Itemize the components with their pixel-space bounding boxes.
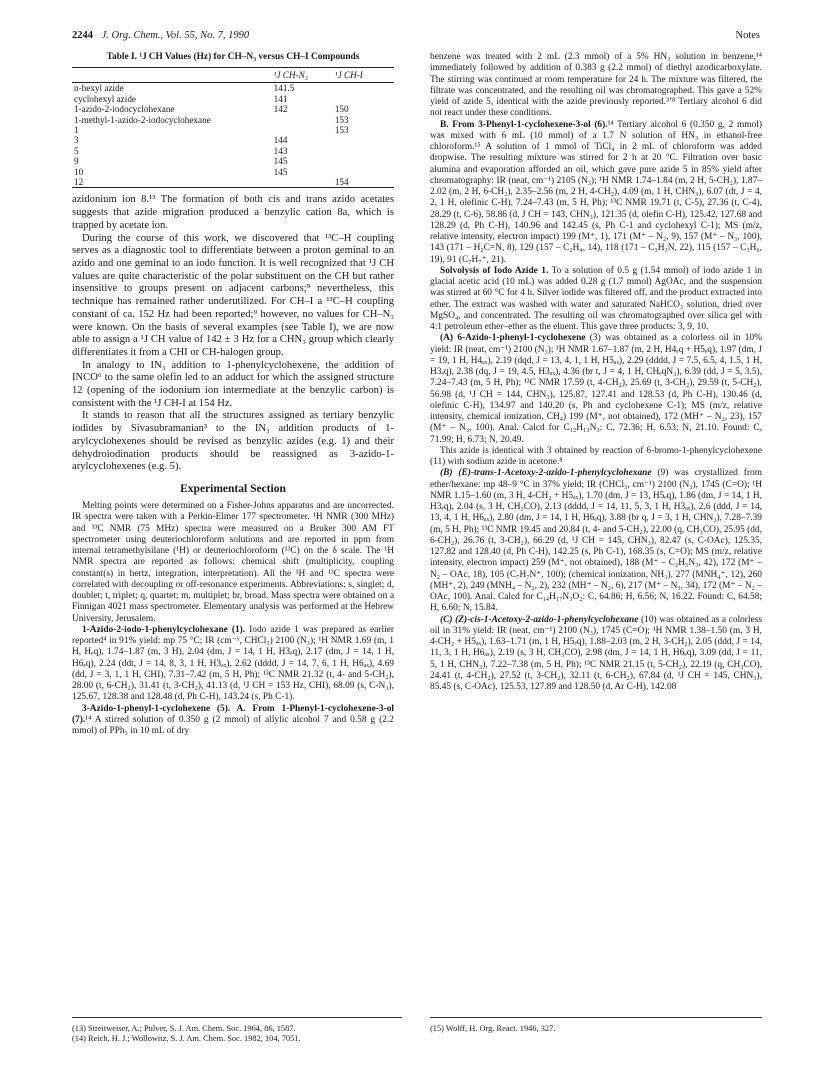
table-cell-compound: 1-azido-2-iodocyclohexane <box>74 104 175 115</box>
coupling-table <box>72 67 394 188</box>
footnotes-right <box>430 1024 760 1034</box>
paragraph <box>430 266 762 334</box>
table-cell-ch-i: 154 <box>334 177 349 188</box>
table-cell-ch-i <box>333 135 394 145</box>
paragraph-heading: (A) 6-Azido-1-phenyl-1-cyclohexene <box>440 333 586 344</box>
section-label: Notes <box>735 30 760 41</box>
paragraph-body: (3) was obtained as a colorless oil in 10% yield: IR (neat, cm⁻¹) 2100 (N₃); ¹H NMR 1.67–1.87 (m, 2 H, H4ₑq + H5ₑq), 1.97 (dm, J = 19, 1 H, H4ₐₓ), 2.19 (dqd, J = 13, 4, 1, 1 H, H5ₐₓ), 2.29 (dddd, J = 7.5, 6.5, 4, 1.5, 1 H, H3ₑq), 2.38 (dq, J = 19, 4.5, H3ₐₓ), 4.36 (br t, J = 4, 1 H, CHₑqN₃), 6.39 (dd, J = 5, 3.5), 7.24–7.43 (m, 5 H, Ph); ¹³C NMR 17.59 (t, 4-CH₂), 25.69 (t, 3-CH₂), 29.59 (t, 5-CH₂), 56.98 (d, ¹J CH = 144, CHN₃), 125.87, 127.41 and 128.53 (d, Ph C-H), 130.46 (d, olefinic C-H), 134.97 and 140.20 (s, Ph and cyclohexene C-1); MS (m/z, relative intensity, chemical ionization, CH₄) 199 (M⁺, not obtained), 172 (MH⁺ – N₂, 23), 157 (M⁺ – N₃, 100). Anal. Calcd for C₁₂H₁₃N₃: C, 72.36; H, 6.53; N, 21.10. Found: C, 71.99; H, 6.73; N, 20.49. <box>430 333 762 445</box>
journal-citation: J. Org. Chem., Vol. 55, No. 7, 1990 <box>101 30 250 41</box>
paragraph: azidonium ion 8.¹³ The formation of both cis and trans azido acetates suggests that azide migration produced a benzylic cation 8a, which is trapped by acetate ion. <box>72 194 394 231</box>
table-cell-ch-n3: 142 <box>273 104 288 115</box>
table-cell-ch-n3 <box>272 177 333 188</box>
paragraph-heading: B. From 3-Phenyl-1-cyclohexene-3-ol (6). <box>440 119 608 130</box>
footnote: (14) Reich, H. J.; Wollowitz, S. J. Am. Chem. Soc. 1982, 104, 7051. <box>72 1034 301 1043</box>
table-cell-ch-n3: 141 <box>273 93 288 104</box>
paragraph: It stands to reason that all the structures assigned as tertiary benzylic iodides by Sivasubramanian³ to the IN₃ addition products of 1-arylcyclohexenes should be revised as benzylic azides (e.g. 1) and their dehydroiodination products should be reassigned as 3-azido-1-arylcyclohexenes (e.g. 5). <box>72 410 394 473</box>
table-cell-ch-n3 <box>272 125 333 135</box>
paragraph-heading: 3-Azido-1-phenyl-1-cyclohexene (5). A. From 1-Phenyl-1-cyclohexene-3-ol (7). <box>72 703 394 725</box>
table-row <box>72 83 394 94</box>
table-header-ch-n3: ¹J CH-N₃ <box>273 70 308 80</box>
paragraph-heading: (C) (Z)-cis-1-Acetoxy-2-azido-1-phenylcyclohexane <box>440 614 639 625</box>
paragraph <box>430 615 762 694</box>
footnote: (15) Wolff, H. Org. React. 1946, 327. <box>430 1024 556 1033</box>
paragraph-heading: Solvolysis of Iodo Azide 1. <box>440 265 549 276</box>
table-row <box>72 146 394 156</box>
table-cell-compound: 3 <box>74 135 79 146</box>
table-cell-ch-n3 <box>272 115 333 125</box>
table-row <box>72 125 394 135</box>
table-row <box>72 135 394 145</box>
running-head-left <box>72 30 249 41</box>
table-row <box>72 167 394 177</box>
paragraph-body: (9) was crystallized from ether/hexane: mp 48–9 °C in 37% yield; IR (CHCl₃, cm⁻¹) 2100 (N₃), 1745 (C=O); ¹H NMR 1.15–1.60 (m, 3 H, 4-CH₂ + H5ₐₓ), 1.70 (dm, J = 13, H5ₑq), 1.86 (dm, J = 14, 1 H, H3ₑq), 2.04 (s, 3 H, CH₃CO), 2.13 (dddd, J = 14, 11, 5, 3, 1 H, H3ₐₓ), 2.6 (ddd, J = 14, 13, 4, 1 H, H6ₐₓ), 2.80 (dm, J = 14, 1 H, H6ₑq), 3.88 (br q, J = 3, 1 H, CHN₃), 7.28–7.39 (m, 5 H, Ph); ¹³C NMR 19.45 and 20.84 (t, 4- and 5-CH₂), 22.00 (q, CH₃CO), 25.95 (dd, 6-CH₂), 26.76 (t, 3-CH₂), 66.29 (d, ¹J CH = 145, CHN₃), 82.47 (s, C-OAc), 125.35, 127.82 and 128.40 (d, Ph C-H), 142.25 (s, Ph C-1), 168.35 (s, C=O); MS (m/z, relative intensity, electron impact) 259 (M⁺, not obtained), 188 (M⁺ – C₂H₅N₃, 42), 172 (M⁺ – N₂ – OAc, 18), 105 (C₇H₇N⁺, 100); (chemical ionization, NH₃), 277 (MNH₄⁺, 12), 260 (MH⁺, 2), 249 (MNH₄ – N₂, 2), 232 (MH⁺ – N₂, 6), 217 (M⁺ – N₃, 34), 172 (M⁺ – N₂ – OAc, 100). Anal. Calcd for C₁₄H₁₇N₃O₂: C, 64.86; H, 6.56; N, 16.22. Found: C, 64.58; H, 6.60; N, 15.84. <box>430 468 762 614</box>
table-row <box>72 94 394 104</box>
paragraph-body: To a solution of 0.5 g (1.54 mmol) of iodo azide 1 in glacial acetic acid (10 mL) was added 0.28 g (1.7 mmol) AgOAc, and the suspension was stirred at 60 °C for 4 h. Silver iodide was filtered off, and the product extracted into ether. The extract was washed with water and saturated NaHCO₃ solution, dried over MgSO₄, and concentrated. The resulting oil was chromatographed over silica gel with 4:1 petroleum ether–ether as the eluent. This gave three products: 3, 9, 10. <box>430 265 763 332</box>
table-row <box>72 177 394 188</box>
experimental-text <box>72 501 394 737</box>
table-cell-compound: n-hexyl azide <box>74 83 124 94</box>
table-header-compound <box>72 68 272 83</box>
footnote-divider <box>430 1017 762 1018</box>
footnote-divider <box>72 1017 402 1018</box>
paragraph-body: Iodo azide 1 was prepared as earlier reported⁴ in 91% yield: mp 75 °C; IR (cm⁻¹, CHCl₃) 2100 (N₃); ¹H NMR 1.69 (m, 1 H, Hₑq), 1.74–1.87 (m, 3 H), 2.04 (dm, J = 14, 1 H, H3ₑq), 2.17 (dm, J = 14, 1 H, H6ₑq), 2.24 (ddt, J = 14, 8, 3, 1 H, H3ₐₓ), 2.62 (dddd, J = 14, 7, 6, 1 H, H6ₐₓ), 4.69 (dd, J = 3, 1, 1 H, CHI), 7.31–7.42 (m, 5 H, Ph); ¹³C NMR 21.32 (t, 4- and 5-CH₂), 28.00 (t, 6-CH₂), 31.41 (t, 3-CH₂), 41.13 (d, ¹J CH = 153 Hz, CHI), 68.09 (s, C-N₃), 125.67, 128.38 and 128.48 (d, Ph C-H), 143.24 (s, Ph C-1). <box>72 624 394 703</box>
table-cell-ch-n3: 145 <box>273 156 288 167</box>
paragraph <box>72 704 394 738</box>
table-header-ch-i: ¹J CH-I <box>334 70 363 80</box>
table-cell-ch-i: 150 <box>334 104 349 115</box>
table-cell-compound: 5 <box>74 145 79 156</box>
paragraph <box>72 625 394 704</box>
table-cell-ch-i: 153 <box>334 114 349 125</box>
table-row <box>72 104 394 114</box>
table-cell-ch-i <box>333 94 394 104</box>
paragraph <box>430 120 762 266</box>
table-cell-ch-i <box>333 83 394 94</box>
right-column <box>430 52 762 693</box>
table-cell-compound: cyclohexyl azide <box>74 93 136 104</box>
paragraph: In analogy to IN₃ addition to 1-phenylcyclohexene, the addition of INCO⁶ to the same olefin led to an adduct for which the assigned structure 12 (opening of the iodonium ion intermediate at the benzylic carbon) is consistent with the ¹J CH-I at 154 Hz. <box>72 359 394 409</box>
paragraph-body: ¹⁴ Tertiary alcohol 6 (0.350 g, 2 mmol) was mixed with 6 mL (10 mmol) of a 1.7 N solution of HN₃ in ethanol-free chloroform.¹⁵ A solution of 1 mmol of TiCl₄ in 2 mL of chloroform was added dropwise. The resulting mixture was stirred for 2 h at 20 °C. Filtration over basic alumina and evaporation afforded an oil, which gave pure azide 5 in 85% yield after chromatography: IR (neat, cm⁻¹) 2105 (N₃); ¹H NMR 1.74–1.84 (m, 2 H, 5-CH₂), 1.87–2.02 (m, 2 H, 6-CH₂), 2.35–2.56 (m, 2 H, 4-CH₂), 4.09 (m, 1 H, CHN₃), 6.07 (dt, J = 4, 2, 1 H, olefinic C-H), 7.24–7.43 (m, 5 H, Ph); ¹³C NMR 19.71 (t, C-5), 27.36 (t, C-4), 28.29 (t, C-6), 58.86 (d, J CH = 143, CHN₃), 121.35 (d, olefin C-H), 125.42, 127.68 and 128.29 (d, Ph C-H), 140.96 and 142.45 (s, Ph C-1 and cyclohexyl C-1); MS (m/z, relative intensity, electron impact) 199 (M⁺, 1), 171 (M⁺ – N₂, 9), 157 (M⁺ – N₃, 100), 143 (171 – H₂C=N, 8), 129 (157 – C₂H₄, 14), 118 (171 – C₃H₃N, 22), 115 (157 – C₃H₆, 19), 91 (C₇H₇⁺, 21). <box>430 119 762 265</box>
table-cell-compound: 12 <box>74 177 84 188</box>
discussion-text <box>72 194 394 473</box>
table-cell-ch-i <box>333 156 394 166</box>
table-cell-ch-n3: 145 <box>273 166 288 177</box>
paragraph-body: (10) was obtained as a colorless oil in 31% yield: IR (neat, cm⁻¹) 2100 (N₃), 1745 (C=O); ¹H NMR 1.38–1.50 (m, 3 H, 4-CH₂ + H5ₐₓ), 1.63–1.71 (m, 1 H, H5ₑq), 1.88–2.03 (m, 2 H, 3-CH₂), 2.05 (ddd, J = 14, 11, 3, 1 H, H6ₐₓ), 2.19 (s, 3 H, CH₃CO), 2.98 (dm, J = 14, 1 H, H6ₑq), 3.09 (dd, J = 11, 5, 1 H, CHN₃), 7.22–7.38 (m, 5 H, Ph); ¹³C NMR 21.15 (t, 5-CH₂), 22.19 (q, CH₃CO), 24.41 (t, 4-CH₂), 27.52 (t, 3-CH₂), 32.11 (t, 6-CH₂), 67.84 (d, ¹J CH = 145, CHN₃), 85.45 (s, C-OAc), 125.53, 127.89 and 128.50 (d, Ar C-H), 142.08 <box>430 614 762 692</box>
table-header-row <box>72 68 394 83</box>
table-title: Table I. ¹J CH Values (Hz) for CH–N₃ versus CH–I Compounds <box>106 52 360 62</box>
table-cell-ch-i: 153 <box>334 125 349 136</box>
paragraph <box>430 333 762 446</box>
table-cell-ch-n3: 144 <box>273 135 288 146</box>
paragraph: benzene was treated with 2 mL (2.3 mmol) of a 5% HN₃ solution in benzene,¹⁴ immediately followed by addition of 0.383 g (2.2 mmol) of diethyl azodicarboxylate. The stirring was continued at room temperature for 24 h. The mixture was filtered, the filtrate was concentrated, and the resulting oil was chromatographed. This gave a 52% yield of azide 5, identical with the azide previously reported.³ʼ⁸ Tertiary alcohol 6 did not react under these conditions. <box>430 52 762 119</box>
footnote: (13) Streitweiser, A.; Pulver, S. J. Am. Chem. Soc. 1964, 86, 1587. <box>72 1024 296 1033</box>
paragraph-body: ¹⁴ A stirred solution of 0.350 g (2 mmol) of allylic alcohol 7 and 0.58 g (2.2 mmol) of PPh₃ in 10 mL of dry <box>72 714 394 737</box>
paragraph <box>430 468 762 614</box>
footnotes-left <box>72 1024 402 1044</box>
paragraph: During the course of this work, we discovered that ¹³C–H coupling serves as a diagnostic tool to differentiate between a proton geminal to an azido and one geminal to an iodo function. It is well recognized that ¹J CH values are quite characteristic of the polar substituent on the CH but rather insensitive to groups present on adjacent carbons;⁹ nevertheless, this technique has remained rather underutilized. For CH–I a ¹³C–H coupling constant of ca. 152 Hz had been reported;⁹ however, no values for CH–N₃ were known. On the basis of several examples (see Table I), we are now able to assign a ¹J CH value of 142 ± 3 Hz for a CHN₃ group which clearly differentiates it from a CHI or CH-halogen group. <box>72 232 394 358</box>
table-cell-compound: 1-methyl-1-azido-2-iodocyclohexane <box>74 114 211 125</box>
table-cell-compound: 10 <box>74 166 84 177</box>
table-row <box>72 115 394 125</box>
paragraph: This azide is identical with 3 obtained by reaction of 6-bromo-1-phenylcyclohexene (11) with sodium azide in acetone.⁸ <box>430 445 762 467</box>
table-cell-ch-n3: 141.5 <box>273 83 295 94</box>
table-cell-ch-n3: 143 <box>273 145 288 156</box>
paragraph-heading: (B) (E)-trans-1-Acetoxy-2-azido-1-phenylcyclohexane <box>440 468 652 479</box>
experimental-section-title: Experimental Section <box>180 482 286 495</box>
paragraph-heading: 1-Azido-2-iodo-1-phenylcyclohexane (1). <box>82 624 246 635</box>
left-column <box>72 52 394 737</box>
running-head <box>72 30 760 44</box>
paragraph: Melting points were determined on a Fisher-Johns apparatus and are uncorrected. IR spectra were taken with a Perkin-Elmer 177 spectrometer. ¹H NMR (300 MHz) and ¹³C NMR (75 MHz) spectra were measured on a Bruker 300 AM FT spectrometer using deuteriochloroform solutions and are reported in ppm from internal tetramethylsilane (¹H) or deuteriochloroform (¹³C) on the δ scale. The ¹H NMR spectra are reported as follows: chemical shift (multiplicity, coupling constant(s) in hertz, integration, interpretation). All the ¹H and ¹³C spectra were correlated with decoupling or off-resonance experiments. Abbreviations: s, singlet; d, doublet; t, triplet; q, quartet; m, multiplet; br, broad. Mass spectra were obtained on a Finnigan 4021 mass spectrometer. Elementary analysis was performed at the Hebrew University, Jerusalem. <box>72 501 394 624</box>
table-cell-ch-i <box>333 146 394 156</box>
page-number: 2244 <box>72 30 93 41</box>
table-cell-compound: 9 <box>74 156 79 167</box>
table-cell-ch-i <box>333 167 394 177</box>
table-row <box>72 156 394 166</box>
table-cell-compound: 1 <box>74 125 79 136</box>
